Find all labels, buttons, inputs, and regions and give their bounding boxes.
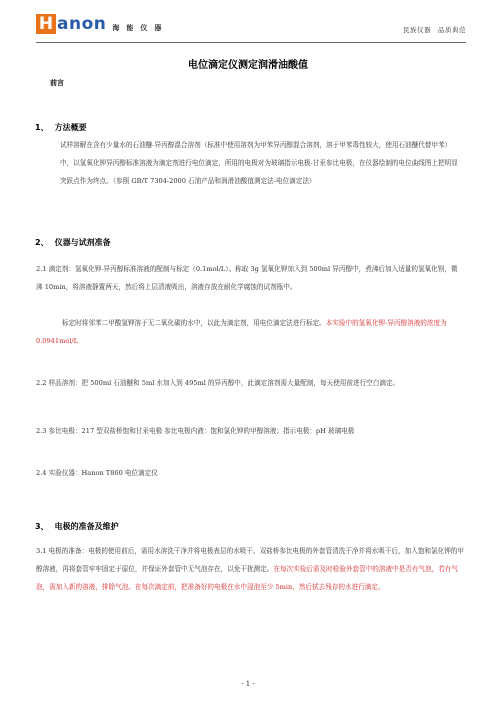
section-1-heading — [35, 122, 87, 133]
paragraph-2-4: 2.4 实验仪器：Hanon T860 电位滴定仪 — [36, 469, 158, 477]
paragraph-2-1-calibration — [36, 314, 464, 350]
document-title: 电位滴定仪测定润滑油酸值 — [188, 60, 308, 71]
hanon-logo — [36, 14, 168, 34]
concentration-note: 本实验中的氢氧化钾-异丙醇溶液的浓度为 0.0941mol/L — [36, 319, 447, 345]
electrode-prep-text: 3.1 电极的准备：电极的使用前后，需用水溶洗干净并将电极表层的水吸干。双盐桥参比电极的外套管清洗干净并将水吸干后，加入饱和氯化钾的甲醇溶液，再将套管牢牢固定于原位，并保证外套管中无气泡存在，以免干扰测定。 — [36, 547, 464, 573]
logo-mark: H — [36, 14, 56, 34]
section-title: 电极的准备及维护 — [54, 522, 119, 531]
paragraph-2-3: 2.3 参比电极：217 型双盐桥饱和甘汞电极 参比电极内液：饱和氯化钾的甲醇溶液；指示电极：pH 玻璃电极 — [36, 427, 355, 435]
section-2-heading — [35, 237, 111, 248]
section-title: 方法概要 — [54, 123, 87, 132]
section-number: 1、 — [35, 123, 49, 132]
paragraph-2-1: 2.1 滴定剂：氢氧化钾-异丙醇标准溶液的配制与标定（0.1mol/L）。称取 3g 氢氧化钾加入到 500ml 异丙醇中，煮沸后加入适量的氢氧化钡，微沸 10min，将溶液静置两天，然后将上层清液吸出，溶液存放在耐化学腐蚀的试剂瓶中。 — [36, 265, 458, 291]
section-3-heading — [35, 521, 119, 532]
electrode-maintenance-note: 在每次实验后需及时检验外套管中的溶液中是否有气泡，若有气泡，需加入新的溶液，排除气泡。在每次滴定前，把准备好的电极在水中浸泡至少 5min，然后拭去残存的水进行滴定。 — [36, 565, 458, 591]
section-number: 3、 — [35, 522, 49, 531]
page-number: - 1 - — [241, 680, 255, 688]
section-number: 2、 — [35, 238, 49, 247]
paragraph-2-2: 2.2 样品溶剂：把 500ml 石油醚和 5ml 水加入到 495ml 的异丙醇中，此滴定溶剂需大量配制，每天使用前进行空白滴定。 — [36, 379, 400, 387]
logo-chinese-name: 海能仪器 — [112, 24, 169, 32]
preface-heading: 前言 — [50, 79, 64, 87]
header-slogan: 民族仪器 品质典范 — [403, 26, 466, 34]
header-divider — [36, 42, 466, 43]
logo-wordmark: anon — [57, 14, 107, 34]
calibration-text: 标定时将邻苯二甲酸氢钾溶于无二氧化碳的水中，以此为滴定剂，用电位滴定法进行标定。 — [62, 319, 326, 327]
section-title: 仪器与试剂准备 — [54, 238, 111, 247]
paragraph-3-1 — [36, 542, 464, 596]
section-1-body: 试样溶解在含有少量水的石油醚-异丙醇混合溶剂（标准中使用溶剂为甲苯异丙醇混合溶剂，溶于甲苯毒性较大，使用石油醚代替甲苯）中，以氢氧化钾异丙醇标准溶液为滴定剂进行电位滴定，所用的电极对为玻璃指示电极-甘汞参比电极，在仪器绘制的电位曲线图上把明显突跃点作为终点。（参照 GB/T 7304-2000 石油产品和润滑油酸值测定法-电位滴定法） — [60, 141, 458, 185]
